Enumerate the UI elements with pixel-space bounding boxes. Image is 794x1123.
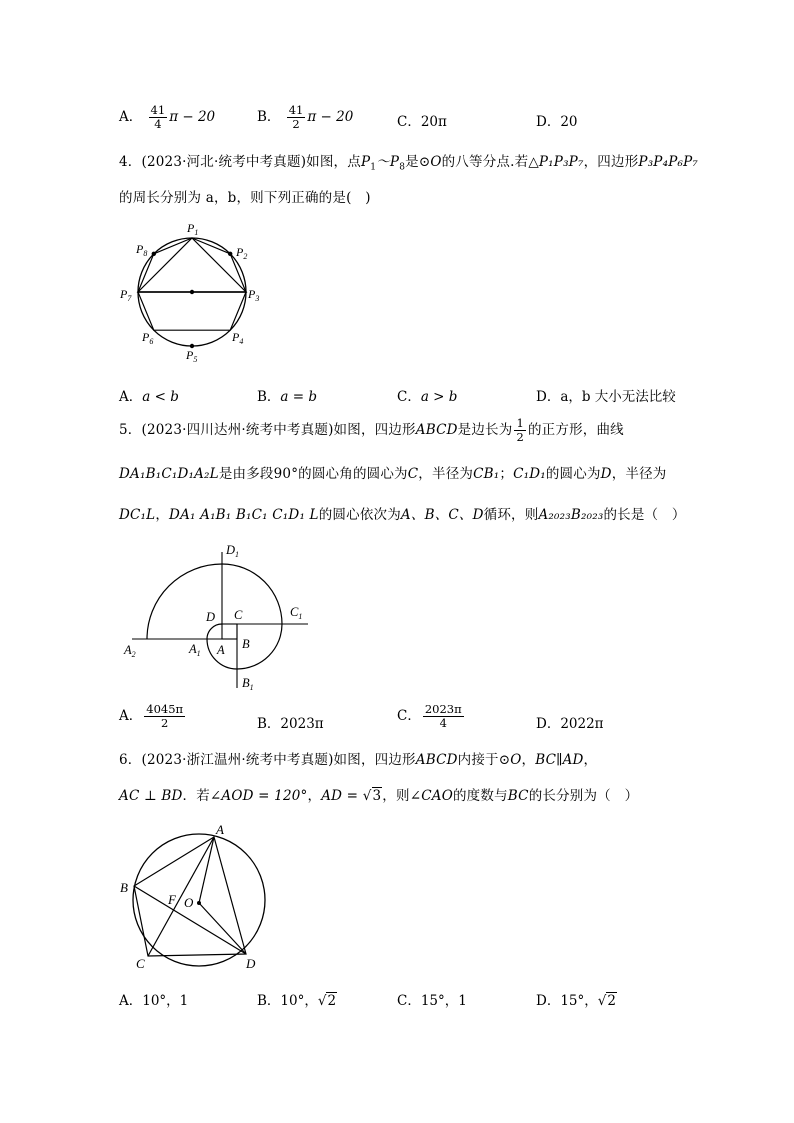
q4-option-c: C．a > b: [397, 389, 458, 405]
q6-option-b: B．10°，√2: [257, 993, 337, 1009]
q5-option-a: A． $\frac{4045\pi}{2}$: [119, 702, 184, 730]
q3-option-a: [119, 104, 215, 131]
label-c: C: [136, 956, 145, 971]
q5-figure: [120, 540, 320, 692]
label-p8: $P_8$: [136, 242, 148, 258]
label-b: B: [242, 637, 250, 651]
q4-stem-line1: 4．(2023·河北·统考中考真题)如图，点$P_1\sim P_8$是⊙O的八等分点.若△P₁P₃P₇，四边形P₃P₄P₆P₇: [119, 154, 698, 173]
label-c: C: [234, 608, 243, 622]
label-a1: $A_1$: [189, 642, 201, 658]
q5-option-d: D．2022π: [536, 716, 604, 732]
q6-stem-line1: 6．(2023·浙江温州·统考中考真题)如图，四边形ABCD内接于⊙O，BC∥AD，: [119, 752, 598, 768]
q5-stem-line3: DC₁L，DA₁ A₁B₁ B₁C₁ C₁D₁ L的圆心依次为A、B、C、D循环，则A₂₀₂₃B₂₀₂₃的长是（ ）: [119, 507, 686, 523]
label-d1: $D_1$: [226, 543, 240, 559]
q4-stem-line2: 的周长分别为 a，b，则下列正确的是( ): [119, 190, 371, 206]
label-a2: $A_2$: [124, 643, 136, 659]
label-p2: $P_2$: [236, 245, 248, 261]
label-b1: $B_1$: [242, 676, 254, 692]
label-a: A: [217, 643, 225, 657]
q5-option-c: C． $\frac{2023\pi}{4}$: [397, 702, 462, 730]
label-p6: $P_6$: [142, 330, 154, 346]
option-text: π − 20: [307, 109, 354, 125]
q3-option-d: D．20: [536, 114, 578, 130]
option-text: 20π: [420, 114, 447, 130]
label-p3: $P_3$: [248, 287, 260, 303]
label-o: O: [184, 895, 194, 910]
label-p4: $P_4$: [232, 330, 244, 346]
q3-option-c: C．20π: [397, 114, 447, 130]
fraction: $\frac{41}{4}$: [150, 103, 166, 131]
q6-option-d: D．15°，√2: [536, 993, 616, 1009]
label-c1: $C_1$: [290, 605, 303, 621]
q6-figure: [118, 820, 278, 975]
label-p7: $P_7$: [120, 287, 132, 303]
label-d: D: [246, 956, 256, 971]
label-b: B: [120, 880, 128, 895]
q3-option-b: [257, 104, 353, 131]
q4-figure: [120, 218, 280, 363]
q4-option-b: B．a = b: [257, 389, 318, 405]
fraction: $\frac{41}{2}$: [288, 103, 304, 131]
q4-option-d: D．a，b 大小无法比较: [536, 389, 676, 405]
q4-option-a: A．a < b: [119, 389, 179, 405]
q5-stem-line1: 5．(2023·四川达州·统考中考真题)如图，四边形ABCD是边长为 $\frac{1}{2}$ 的正方形，曲线: [119, 416, 624, 444]
q5-option-b: B．2023π: [257, 716, 324, 732]
label-d: D: [206, 610, 216, 624]
q5-stem-line2: DA₁B₁C₁D₁A₂L是由多段90°的圆心角的圆心为C，半径为CB₁；C₁D₁的圆心为D，半径为: [119, 466, 667, 482]
option-label: B．: [257, 109, 281, 125]
label-f: F: [168, 892, 176, 907]
option-text: 20: [560, 114, 578, 130]
label-p1: $P_1$: [187, 221, 199, 237]
q6-stem-line2: AC ⊥ BD．若∠AOD = 120°，AD = √3，则∠CAO的度数与BC的长分别为（ ）: [119, 788, 639, 804]
option-label: A．: [119, 109, 143, 125]
label-a: A: [216, 822, 224, 837]
option-text: π − 20: [169, 109, 216, 125]
q6-option-c: C．15°，1: [397, 993, 467, 1009]
label-p5: $P_5$: [186, 348, 198, 364]
q6-option-a: A．10°，1: [119, 993, 189, 1009]
